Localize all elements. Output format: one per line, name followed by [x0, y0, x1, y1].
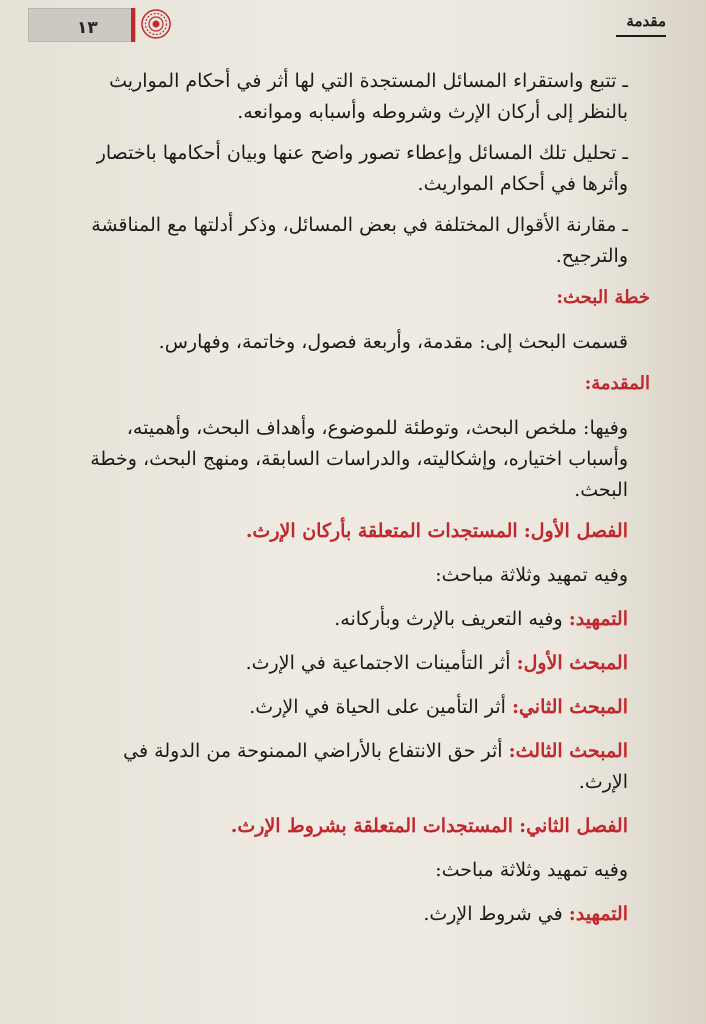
chapter-2-label: الفصل الثاني: — [519, 815, 628, 837]
section-3-text: أثر حق الانتفاع بالأراضي الممنوحة من الدولة في الإرث. — [123, 740, 628, 793]
chapter-1-intro-label: التمهيد: — [568, 608, 628, 630]
chapter-1-label: الفصل الأول: — [523, 520, 628, 542]
chapter-1-intro-text: وفيه التعريف بالإرث وبأركانه. — [334, 608, 563, 630]
objective-item-3: ـ مقارنة الأقوال المختلفة في بعض المسائل، وذكر أدلتها مع المناقشة والترجيح. — [91, 214, 628, 267]
research-plan-heading: خطة البحث: — [556, 287, 650, 308]
chapter-2-intro-label: التمهيد: — [568, 903, 628, 925]
chapter-2-intro-line — [74, 899, 650, 930]
page-number-box — [28, 8, 136, 42]
section-1-text: أثر التأمينات الاجتماعية في الإرث. — [245, 652, 511, 674]
chapter-1-section-1 — [74, 648, 650, 679]
chapter-1-title: المستجدات المتعلقة بأركان الإرث. — [245, 520, 518, 542]
page-body — [74, 66, 650, 943]
research-plan-text: قسمت البحث إلى: مقدمة، وأربعة فصول، وخاتمة، وفهارس. — [158, 331, 628, 353]
header-underline — [616, 35, 666, 37]
chapter-2-contains: وفيه تمهيد وثلاثة مباحث: — [435, 859, 628, 881]
header-red-bar — [131, 8, 135, 42]
chapter-2-title-line — [74, 811, 650, 842]
section-3-label: المبحث الثالث: — [508, 740, 628, 762]
chapter-1-section-3 — [74, 736, 650, 798]
objective-item-2: ـ تحليل تلك المسائل وإعطاء تصور واضح عنها وبيان أحكامها باختصار وأثرها في أحكام المواريث. — [96, 142, 628, 195]
page-number: ١٣ — [77, 18, 98, 38]
introduction-heading: المقدمة: — [584, 373, 650, 394]
introduction-text: وفيها: ملخص البحث، وتوطئة للموضوع، وأهداف البحث، وأهميته، وأسباب اختياره، وإشكاليته، والدراسات السابقة، ومنهج البحث، وخطة البحث. — [90, 417, 628, 501]
rosette-ornament-icon — [141, 9, 171, 39]
section-2-label: المبحث الثاني: — [511, 696, 628, 718]
chapter-1-intro-line — [74, 604, 650, 635]
running-header-title: مقدمة — [626, 12, 666, 30]
objective-item-1: ـ تتبع واستقراء المسائل المستجدة التي لها أثر في أحكام المواريث بالنظر إلى أركان الإرث وشروطه وأسبابه وموانعه. — [109, 70, 628, 123]
chapter-1-title-line — [74, 516, 650, 547]
section-1-label: المبحث الأول: — [516, 652, 628, 674]
section-2-text: أثر التأمين على الحياة في الإرث. — [249, 696, 506, 718]
chapter-1-section-2 — [74, 692, 650, 723]
page-header — [28, 4, 666, 42]
chapter-1-contains: وفيه تمهيد وثلاثة مباحث: — [435, 564, 628, 586]
chapter-2-intro-text: في شروط الإرث. — [423, 903, 563, 925]
chapter-2-title: المستجدات المتعلقة بشروط الإرث. — [230, 815, 514, 837]
